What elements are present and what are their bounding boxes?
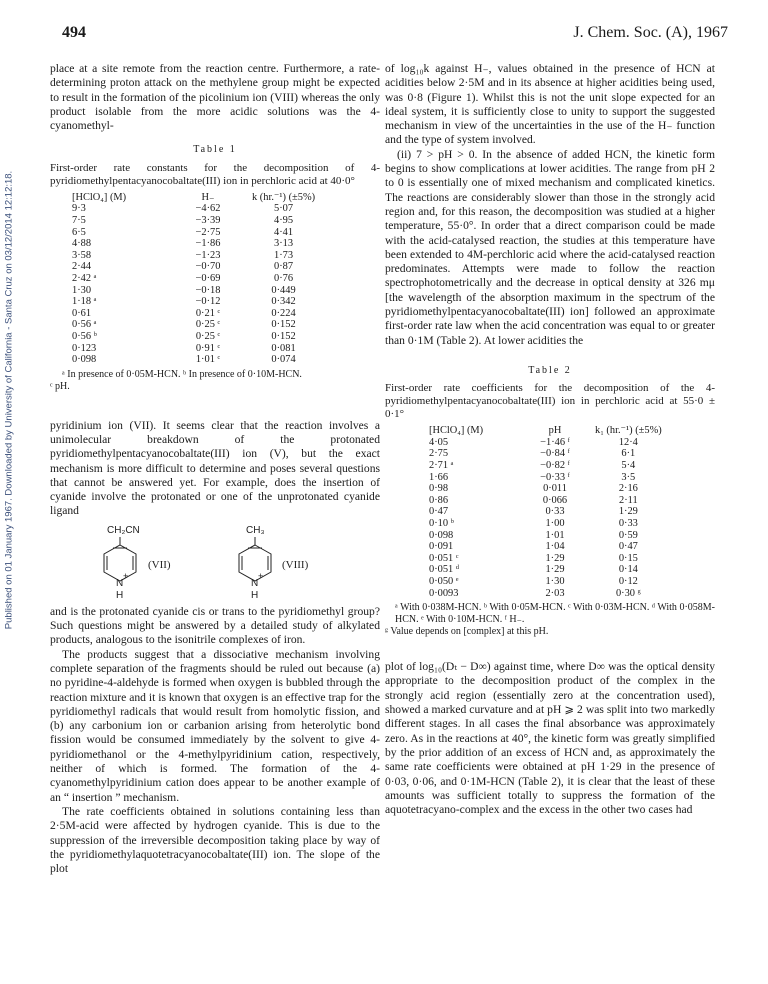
table-cell: 5·07 — [274, 203, 294, 215]
table-row — [425, 506, 666, 518]
table-cell: 1·01 ᶜ — [195, 354, 221, 366]
table-cell: 5·4 — [621, 460, 636, 472]
table-cell: 0·86 — [429, 494, 449, 506]
table-row — [68, 227, 319, 239]
table2-description: First-order rate coefficients for the decomposition of the 4-pyridiomethylpentacyanocobaltate(III) ion in perchloric acid at 55·0 ± 0·1° — [385, 382, 715, 421]
table1-description: First-order rate constants for the decomposition of 4-pyridiomethylpentacyanocobaltate(III) ion in perchloric acid at 40·0° — [50, 161, 380, 187]
table-cell: 2·75 — [429, 448, 449, 460]
table-cell: 0·61 — [72, 307, 92, 319]
table-row — [68, 238, 319, 250]
table-cell: 3·13 — [274, 238, 294, 250]
table-cell: 4·88 — [72, 238, 92, 250]
table-row — [68, 203, 319, 215]
table-cell: 0·098 — [429, 529, 454, 541]
table-cell: 0·224 — [271, 307, 296, 319]
watermark-text: Published on 01 January 1967. Downloaded by University of California - Santa Cruz on 03/12/2014 12:12:18. — [3, 170, 15, 630]
table-cell: 0·14 — [618, 564, 638, 576]
table-row — [425, 541, 666, 553]
table-cell: 0·47 — [618, 541, 638, 553]
table-cell: 1·73 — [274, 249, 294, 261]
viii-label: (VIII) — [282, 558, 309, 571]
paragraph: of log₁₀k against H₋, values obtained in the presence of HCN at acidities below 2·5M and in its absence at higher acidities being used, was 0·8 (Figure 1). Whilst this is not the unit slope expected for an ideal system, it is sufficiently close to unity to support the suggested mechanism in view of the uncertainties in the use of the H₋ function and the type of system involved. — [385, 62, 715, 147]
paragraph: The rate coefficients obtained in solutions containing less than 2·5M-acid were affected by hydrogen cyanide. This is due to the suppression of the irreversible decomposition taking place by way of the pyridiomethylaquotetracyanocobaltate(III) ion. The slope of the plot — [50, 804, 380, 876]
table-cell: 0·152 — [271, 330, 296, 342]
table-row — [68, 331, 319, 343]
table-row — [68, 343, 319, 355]
table-row — [425, 576, 666, 588]
table-cell: 0·25 ᶜ — [195, 330, 221, 342]
table2-caption: Table 2 — [528, 364, 572, 376]
table-row — [425, 553, 666, 565]
paragraph: (ii) 7 > pH > 0. In the absence of added HCN, the kinetic form begins to show complications at lower acidities. The range from pH 2 to 0 is essentially one of mixed mechanism and complicated kinetics. The reactions are considerably slower than those in the strongly acid region and, for this reason, the decomposition was studied at a higher temperature, 55·0°. In order that a direct comparison could be made with the acid-catalysed reaction, the studies at this temperature have been extended to 4M-perchloric acid where the acid-catalysed reaction predominates. Attempts were made to follow the reaction spectrophotometrically and the decrease in optical density at 326 mμ [the wavelength of the absorption maximum in the spectrum of the pyridiomethylpentacyanocobaltate(III) ion] followed an approximate first-order rate law when the acid concentration was equal to or greater than 0·1M (Table 2). At lower acidities the — [385, 147, 715, 347]
table-cell: 0·074 — [271, 354, 296, 366]
table-row — [68, 215, 319, 227]
table-cell: 1·29 — [618, 506, 638, 518]
table-cell: 0·10 ᵇ — [429, 517, 454, 529]
table-cell: 3·5 — [621, 471, 636, 483]
table-cell: 0·011 — [543, 483, 567, 495]
table-cell: 0·152 — [271, 319, 296, 331]
table2-footnote: ᵍ Value depends on [complex] at this pH. — [385, 626, 549, 638]
table-cell: 12·4 — [618, 436, 638, 448]
table2-header-k1: k₁ (hr.⁻¹) (±5%) — [595, 425, 662, 437]
table-cell: 4·41 — [274, 226, 294, 238]
table-cell: 0·066 — [542, 494, 568, 506]
table1-footnote: ᶜ pH. — [50, 380, 70, 392]
table-cell: 0·59 — [618, 529, 638, 541]
table-cell: 3·58 — [72, 249, 92, 261]
table-row — [68, 273, 319, 285]
table-cell: 1·66 — [429, 471, 449, 483]
table-cell: 2·03 — [545, 587, 565, 599]
table1-header-k: k (hr.⁻¹) (±5%) — [252, 191, 316, 203]
download-watermark — [2, 120, 16, 680]
table-cell: 0·25 ᶜ — [195, 319, 221, 331]
table-cell: −0·69 — [195, 272, 221, 284]
paragraph: place at a site remote from the reaction centre. Furthermore, a rate-determining proton attack on the methylene group might be expected to result in the formation of the picolinium ion (VIII) whereas the only product isolable from the more acidic solutions was the 4-cyanomethyl- — [50, 62, 380, 133]
table-cell: 1·29 — [545, 552, 565, 564]
table-cell: 0·123 — [72, 342, 97, 354]
table-cell: 0·76 — [274, 272, 294, 284]
table-cell: 0·342 — [271, 296, 296, 308]
table-cell: 2·44 — [72, 261, 92, 273]
table-cell: 0·87 — [274, 261, 294, 273]
table-cell: 2·11 — [619, 494, 638, 506]
table-row — [68, 354, 319, 366]
right-column — [385, 62, 715, 817]
table-cell: 7·5 — [72, 214, 86, 226]
table-cell: 0·0093 — [429, 587, 459, 599]
pyridinium-structures-figure — [50, 521, 380, 599]
table-row — [425, 530, 666, 542]
table1-footnote: ᵃ In presence of 0·05M-HCN. ᵇ In presence of 0·10M-HCN. — [62, 368, 302, 380]
table-cell: −1·23 — [195, 249, 221, 261]
vii-charge: + — [123, 570, 129, 581]
paragraph: and is the protonated cyanide cis or trans to the pyridiomethyl group? Such questions might be answered by a detailed study of alkylated products, analogous to the isonitrile complexes of iron. — [50, 604, 380, 647]
table-cell: −2·75 — [195, 226, 221, 238]
table-row — [425, 588, 666, 600]
table-cell: 9·3 — [72, 203, 86, 215]
table-cell: 1·30 — [545, 575, 565, 587]
table-cell: −4·62 — [195, 203, 221, 215]
left-column — [50, 62, 380, 876]
table-row — [425, 472, 666, 484]
table2-footnote: ᵃ With 0·038M-HCN. ᵇ With 0·05M-HCN. ᶜ With 0·03M-HCN. ᵈ With 0·058M-HCN. ᵉ With 0·10M-HCN. ᶠ H₋. — [395, 602, 715, 626]
viii-hydrogen: H — [251, 589, 259, 601]
table-cell: 0·051 ᶜ — [429, 552, 459, 564]
table-cell: 0·91 ᶜ — [195, 342, 221, 354]
table-row — [425, 564, 666, 576]
table-cell: −1·46 ᶠ — [540, 436, 570, 448]
table-cell: 0·12 — [618, 575, 638, 587]
table-cell: 0·091 — [429, 541, 454, 553]
journal-header: J. Chem. Soc. (A), 1967 — [573, 24, 728, 41]
table-cell: 0·15 — [618, 552, 638, 564]
table-row — [425, 460, 666, 472]
table-row — [68, 319, 319, 331]
table-cell: 0·098 — [72, 354, 97, 366]
table1-header-hclo4: [HClO₄] (M) — [72, 191, 127, 203]
table-row — [68, 261, 319, 273]
table-row — [68, 285, 319, 297]
chemical-structures — [50, 521, 380, 599]
table-cell: −0·84 ᶠ — [540, 448, 570, 460]
vii-hydrogen: H — [116, 589, 124, 601]
table-cell: 6·5 — [72, 226, 86, 238]
table-row — [425, 483, 666, 495]
table-cell: 6·1 — [621, 448, 636, 460]
table-cell: 0·081 — [271, 342, 296, 354]
viii-nitrogen: N — [251, 577, 259, 589]
table1-header-h: H₋ — [201, 191, 215, 203]
paragraph: The products suggest that a dissociative mechanism involving complete separation of the fragments should be ruled out because (a) no pyridine-4-aldehyde is formed when oxygen is bubbled through the reaction mixture and it is known that oxygen is an effective trap for the pyridiomethyl radicals that would result from homolytic fission, and (b) any carbonium ion or carbanion arising from heterolytic bond fission would be consumed immediately by the solvent to give 4-pyridiomethanol or the 4-methylpyridinium cation, respectively, neither of which is formed. The formation of the 4-cyanomethylpyridinium cation does appear to be another example of an “ insertion ” mechanism. — [50, 647, 380, 804]
paragraph: plot of log₁₀(Dₜ − D∞) against time, where D∞ was the optical density appropriate to the decomposition product of the complex in the strongly acid region (essentially zero at the concentration used), showed a marked curvature and at pH ⩾ 2 was split into two markedly different stages. In all cases the final absorbance was approximately zero. As in the reactions at 40°, the kinetic form was greatly simplified by the prior addition of an excess of HCN and, as approximately the same rate coefficients were obtained at pH 1·29 in the presence of 0·03, 0·06, and 0·1M-HCN (Table 2), it is clear that the least of these amounts was sufficient totally to suppress the formation of the aquotetracyano-complex and the excess in the other two cases had — [385, 660, 715, 817]
viii-charge: + — [258, 570, 264, 581]
paragraph: pyridinium ion (VII). It seems clear that the reaction involves a unimolecular breakdown of the protonated pyridiomethylpentacyanocobaltate(III) ion (V), but the exact mechanism is more difficult to determine and poses several questions that cannot be answered yet. For example, does the insertion of cyanide involve the protonated or one of the unprotonated cyanide ligand — [50, 418, 380, 518]
table-cell: 0·051 ᵈ — [429, 564, 460, 576]
table-row — [68, 296, 319, 308]
table-cell: 1·29 — [545, 564, 565, 576]
table-cell: 2·71 ᵃ — [429, 460, 454, 472]
vii-nitrogen: N — [116, 577, 124, 589]
table-cell: −0·18 — [195, 284, 221, 296]
table-row — [68, 308, 319, 320]
table-cell: 4·05 — [429, 436, 449, 448]
table-cell: 0·33 — [545, 506, 565, 518]
table-cell: 0·33 — [618, 517, 638, 529]
table2-header-ph: pH — [548, 425, 562, 437]
table-cell: −3·39 — [195, 214, 221, 226]
table-cell: 1·00 — [545, 517, 565, 529]
table-cell: 2·16 — [618, 483, 638, 495]
table-cell: 1·01 — [545, 529, 565, 541]
page-number: 494 — [62, 24, 86, 41]
table-cell: −0·33 ᶠ — [540, 471, 570, 483]
table-cell: 1·04 — [545, 541, 565, 553]
vii-substituent: CH₂CN — [107, 524, 140, 536]
table-row — [425, 495, 666, 507]
table-cell: −0·70 — [195, 261, 221, 273]
table-row — [68, 250, 319, 262]
table-cell: 1·30 — [72, 284, 92, 296]
table-cell: 0·98 — [429, 483, 449, 495]
viii-substituent: CH₃ — [246, 524, 265, 536]
table-cell: 1·18 ᵃ — [72, 296, 97, 308]
table-cell: 2·42 ᵃ — [72, 272, 97, 284]
table-cell: −0·82 ᶠ — [540, 460, 570, 472]
table-cell: 0·21 ᶜ — [195, 307, 221, 319]
table1 — [68, 192, 319, 366]
table-cell: 0·30 ᵍ — [615, 587, 641, 599]
table1-caption: Table 1 — [193, 144, 237, 156]
table-cell: −0·12 — [195, 296, 221, 308]
table2-header-hclo4: [HClO₄] (M) — [429, 425, 484, 437]
table-cell: 0·47 — [429, 506, 449, 518]
table-row — [425, 448, 666, 460]
table-cell: 0·050 ᵉ — [429, 575, 459, 587]
table-cell: 4·95 — [274, 214, 294, 226]
table-cell: −1·86 — [195, 238, 221, 250]
table-row — [425, 437, 666, 449]
table2 — [425, 425, 666, 599]
table-cell: 0·56 ᵃ — [72, 319, 97, 331]
vii-label: (VII) — [148, 558, 171, 571]
table-cell: 0·56 ᵇ — [72, 330, 97, 342]
table-cell: 0·449 — [271, 284, 296, 296]
table-row — [425, 518, 666, 530]
